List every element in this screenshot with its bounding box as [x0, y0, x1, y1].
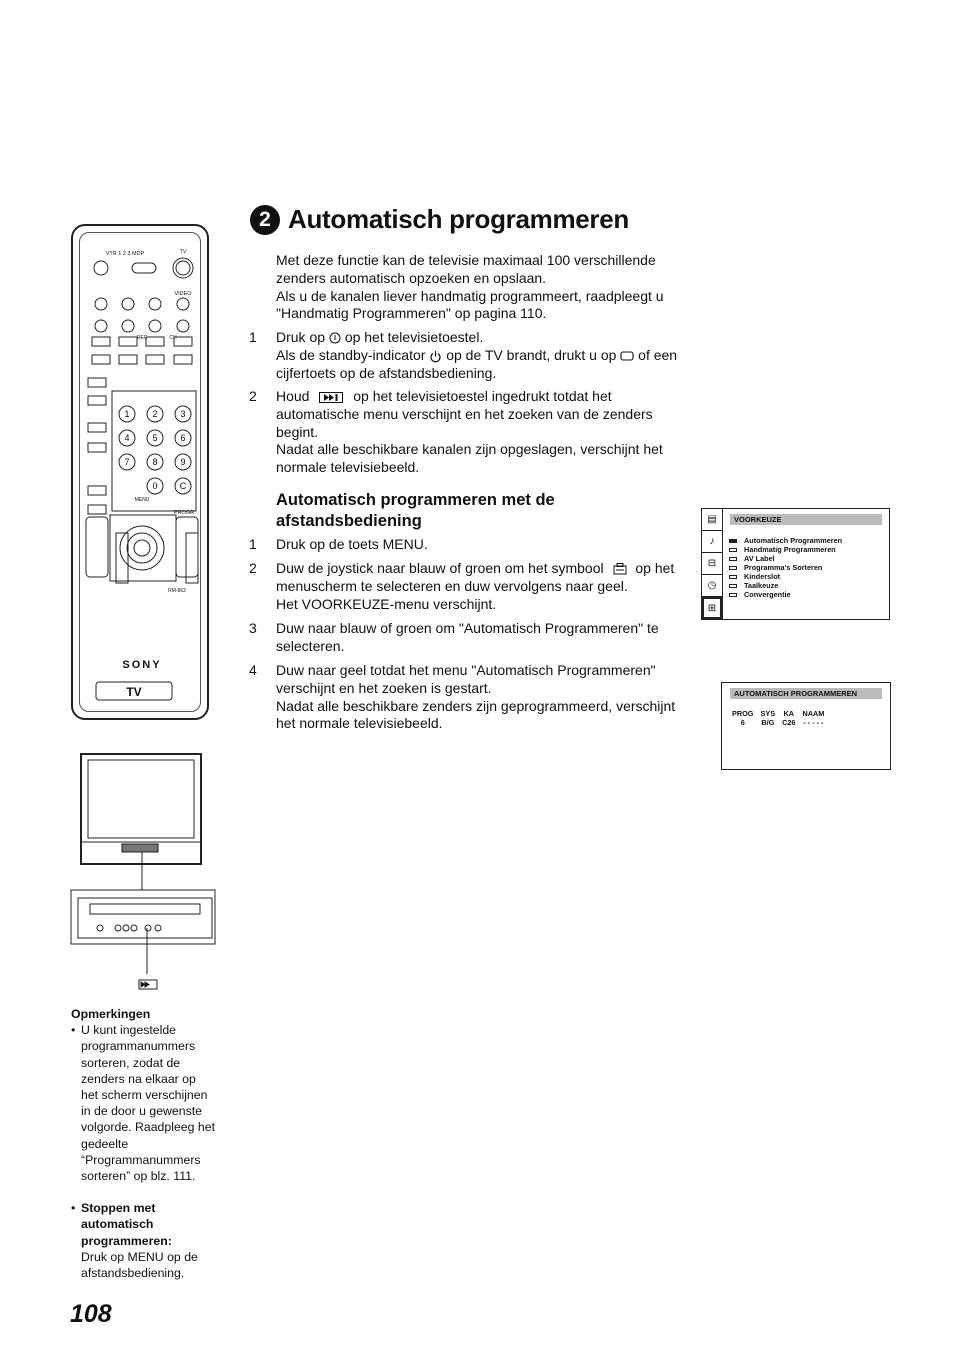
- note-item: • Stoppen met automatisch programmeren: Druk op MENU op de afstandsbediening.: [71, 1200, 216, 1281]
- menu-item: Convergentie: [729, 590, 842, 599]
- auto-program-menu-screen: [721, 682, 891, 770]
- subheading: Automatisch programmeren met de afstandsbediening: [276, 491, 555, 530]
- menu-item: AV Label: [729, 554, 842, 563]
- svg-text:RM-862: RM-862: [168, 588, 186, 594]
- tv-set-illustration: [70, 752, 220, 992]
- svg-text:2: 2: [152, 409, 158, 419]
- remote-control-illustration: [71, 224, 209, 720]
- svg-text:4: 4: [124, 433, 130, 443]
- svg-text:CH: CH: [169, 335, 177, 341]
- svg-text:9: 9: [180, 457, 186, 467]
- menu-item-list: [729, 536, 842, 599]
- svg-text:TV: TV: [126, 685, 142, 699]
- step-remote-3: 3 Duw naar blauw of groen om "Automatisch Programmeren" te selecteren.: [249, 620, 659, 654]
- svg-text:PROGR: PROGR: [173, 510, 195, 516]
- note-item: • U kunt ingestelde programmanummers sorteren, zodat de zenders na elkaar op het scherm verschijnen in de door u gewenste volgorde. Raadpleeg het gedeelte “Programmanummers sorteren” op blz. 111.: [71, 1022, 216, 1184]
- feature-icon: ⊟: [702, 553, 722, 575]
- svg-text:1: 1: [124, 409, 130, 419]
- step-remote-4: 4 Duw naar geel totdat het menu "Automatisch Programmeren" verschijnt en het zoeken is gestart. Nadat alle beschikbare zenders zijn geprogrammeerd, verschijnt het normale televisiebeeld.: [249, 662, 676, 732]
- section-title: [250, 204, 629, 235]
- intro-text: [276, 252, 676, 323]
- menu-item: Kinderslot: [729, 572, 842, 581]
- svg-text:5: 5: [152, 433, 158, 443]
- table-row: 6 B/G C26 - - - - -: [740, 718, 824, 727]
- svg-text:C: C: [179, 481, 187, 491]
- menu-header: AUTOMATISCH PROGRAMMEREN: [730, 688, 882, 699]
- step-tv-2: 2 Houd op het televisietoestel ingedrukt totdat het automatische menu verschijnt en het zoeken van de zenders begint. Nadat alle beschikbare kanalen zijn opgeslagen, verschijnt het normale televisiebeeld.: [249, 388, 663, 476]
- intro-paragraph-2: Als u de kanalen liever handmatig programmeert, raadpleegt u "Handmatig Programmeren" op pagina 110.: [276, 287, 664, 322]
- section-number-badge: 2: [250, 205, 280, 235]
- power-button-icon: [329, 332, 341, 344]
- menu-item: Automatisch Programmeren: [729, 536, 842, 545]
- tv-mode-icon: [620, 351, 634, 362]
- menu-item: Taalkeuze: [729, 581, 842, 590]
- step-number: 1: [249, 329, 257, 345]
- svg-text:7: 7: [124, 457, 130, 467]
- auto-program-button-icon: [319, 392, 343, 403]
- voorkeuze-menu-screen: [701, 508, 890, 620]
- step-remote-1: 1 Druk op de toets MENU.: [249, 536, 428, 552]
- menu-item: Handmatig Programmeren: [729, 545, 842, 554]
- preset-symbol-icon: [612, 563, 628, 575]
- svg-text:VIDEO: VIDEO: [174, 291, 192, 297]
- svg-text:VTR 1 2 3 MDP: VTR 1 2 3 MDP: [105, 251, 145, 257]
- svg-text:TV: TV: [179, 249, 187, 255]
- page-title: Automatisch programmeren: [288, 204, 629, 234]
- svg-text:8: 8: [152, 457, 158, 467]
- svg-text:MENU: MENU: [134, 497, 150, 503]
- svg-text:0: 0: [152, 481, 158, 491]
- intro-paragraph-1: Met deze functie kan de televisie maximaal 100 verschillende zenders automatisch opzoeken en opslaan.: [276, 252, 656, 286]
- step-remote-2: 2 Duw de joystick naar blauw of groen om het symbool op het menuscherm te selecteren en duw vervolgens naar geel. Het VOORKEUZE-menu verschijnt.: [249, 560, 675, 612]
- picture-icon: ▤: [702, 509, 722, 531]
- timer-icon: ◷: [702, 575, 722, 597]
- menu-sidebar: [702, 509, 723, 619]
- page-number: 108: [70, 1300, 112, 1328]
- step-number: 2: [249, 388, 257, 404]
- svg-text:SONY: SONY: [122, 659, 162, 671]
- notes: [71, 1006, 216, 1281]
- menu-header: VOORKEUZE: [730, 514, 882, 525]
- remote-buttons-drawing: [80, 233, 204, 715]
- step-tv-1: 1 Druk op op het televisietoestel. Als de standby-indicator op de TV brandt, drukt u op of een cijfertoets op de afstandsbediening.: [249, 329, 678, 381]
- svg-text:3: 3: [180, 409, 186, 419]
- sound-icon: ♪: [702, 531, 722, 553]
- program-table: [732, 709, 831, 727]
- svg-text:6: 6: [180, 433, 186, 443]
- svg-text:REC: REC: [136, 335, 148, 341]
- standby-icon: [429, 350, 442, 363]
- notes-heading: Opmerkingen: [71, 1007, 151, 1021]
- preset-icon: ⊞: [702, 597, 722, 619]
- menu-item: Programma's Sorteren: [729, 563, 842, 572]
- table-header-row: PROG SYS KA NAAM: [732, 709, 825, 718]
